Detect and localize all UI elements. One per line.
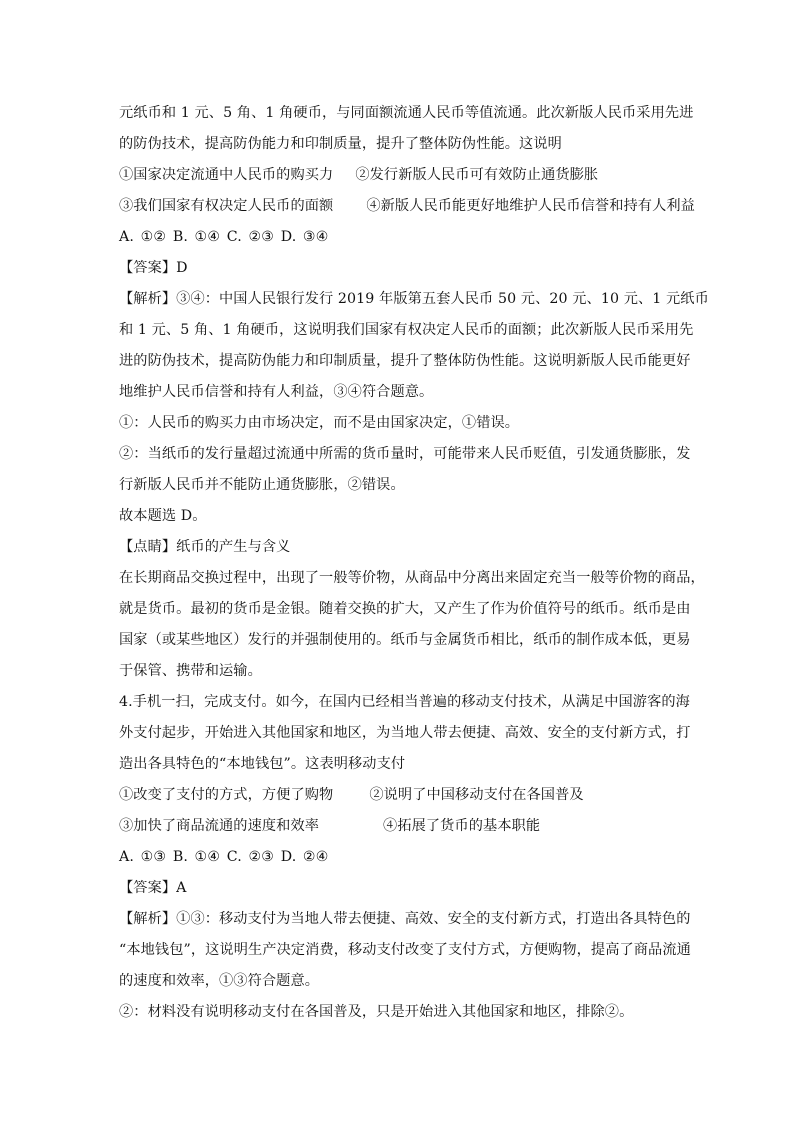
q3-option-2: ②发行新版人民币可有效防止通货膨胀 — [355, 167, 599, 183]
q3-tip-line-3: 国家（或某些地区）发行的并强制使用的。纸币与金属货币相比，纸币的制作成本低，更易 — [119, 632, 691, 648]
q3-analysis-line-6: ②：当纸币的发行量超过流通中所需的货币量时，可能带来人民币贬值，引发通货膨胀，发 — [119, 446, 691, 462]
q3-analysis-line-1: 【解析】③④：中国人民银行发行 2019 年版第五套人民币 50 元、20 元、10 元、1 元纸币 — [119, 291, 709, 307]
q3-analysis-line-3: 进的防伪技术，提高防伪能力和印制质量，提升了整体防伪性能。这说明新版人民币能更好 — [119, 353, 691, 369]
q3-options-row-2 — [119, 191, 695, 222]
q3-option-4: ④新版人民币能更好地维护人民币信誉和持有人利益 — [366, 198, 695, 214]
q3-analysis-line-5: ①：人民币的购买力由市场决定，而不是由国家决定，①错误。 — [119, 415, 520, 431]
q3-analysis-line-2: 和 1 元、5 角、1 角硬币，这说明我们国家有权决定人民币的面额；此次新版人民币采用先 — [119, 322, 694, 338]
q4-stem-line-1: 4.手机一扫，完成支付。如今，在国内已经相当普遍的移动支付技术，从满足中国游客的海 — [119, 694, 690, 710]
q3-stem-line-1: 元纸币和 1 元、5 角、1 角硬币，与同面额流通人民币等值流通。此次新版人民币采用先进 — [119, 105, 694, 121]
q3-tip-line-2: 就是货币。最初的货币是金银。随着交换的扩大，又产生了作为价值符号的纸币。纸币是由 — [119, 601, 691, 617]
q3-options-row-1 — [119, 160, 679, 191]
q3-choices: A. ①② B. ①④ C. ②③ D. ③④ — [119, 229, 329, 245]
q4-options-row-1 — [119, 780, 679, 811]
q4-choices: A. ①③ B. ①④ C. ②③ D. ②④ — [119, 849, 329, 865]
q4-option-3: ③加快了商品流通的速度和效率 — [119, 818, 320, 834]
q3-analysis-line-7: 行新版人民币并不能防止通货膨胀，②错误。 — [119, 477, 405, 493]
q3-tip-line-4: 于保管、携带和运输。 — [119, 663, 262, 679]
q3-tip-line-1: 在长期商品交换过程中，出现了一般等价物，从商品中分离出来固定充当一般等价物的商品， — [119, 570, 705, 586]
q4-options-row-2 — [119, 811, 679, 842]
document-page — [119, 98, 709, 1028]
q4-analysis-line-1: 【解析】①③：移动支付为当地人带去便捷、高效、安全的支付新方式，打造出各具特色的 — [119, 911, 691, 927]
q4-option-1: ①改变了支付的方式，方便了购物 — [119, 787, 334, 803]
q4-answer: 【答案】A — [119, 880, 187, 896]
q4-option-4: ④拓展了货币的基本职能 — [383, 818, 541, 834]
q4-analysis-line-4: ②：材料没有说明移动支付在各国普及，只是开始进入其他国家和地区，排除②。 — [119, 1004, 634, 1020]
q3-tip-heading: 【点睛】纸币的产生与含义 — [119, 539, 291, 555]
q3-answer: 【答案】D — [119, 260, 188, 276]
q4-analysis-line-3: 的速度和效率，①③符合题意。 — [119, 973, 320, 989]
q4-stem-line-3: 造出各具特色的“本地钱包”。这表明移动支付 — [119, 756, 406, 772]
q3-option-3: ③我们国家有权决定人民币的面额 — [119, 198, 334, 214]
q4-analysis-line-2: “本地钱包”，这说明生产决定消费，移动支付改变了支付方式，方便购物，提高了商品流通 — [119, 942, 691, 958]
q3-option-1: ①国家决定流通中人民币的购买力 — [119, 167, 334, 183]
q3-analysis-line-4: 地维护人民币信誉和持有人利益，③④符合题意。 — [119, 384, 434, 400]
q4-stem-line-2: 外支付起步，开始进入其他国家和地区，为当地人带去便捷、高效、安全的支付新方式，打 — [119, 725, 691, 741]
q3-conclusion: 故本题选 D。 — [119, 508, 207, 524]
q3-stem-line-2: 的防伪技术，提高防伪能力和印制质量，提升了整体防伪性能。这说明 — [119, 136, 562, 152]
q4-option-2: ②说明了中国移动支付在各国普及 — [369, 787, 584, 803]
